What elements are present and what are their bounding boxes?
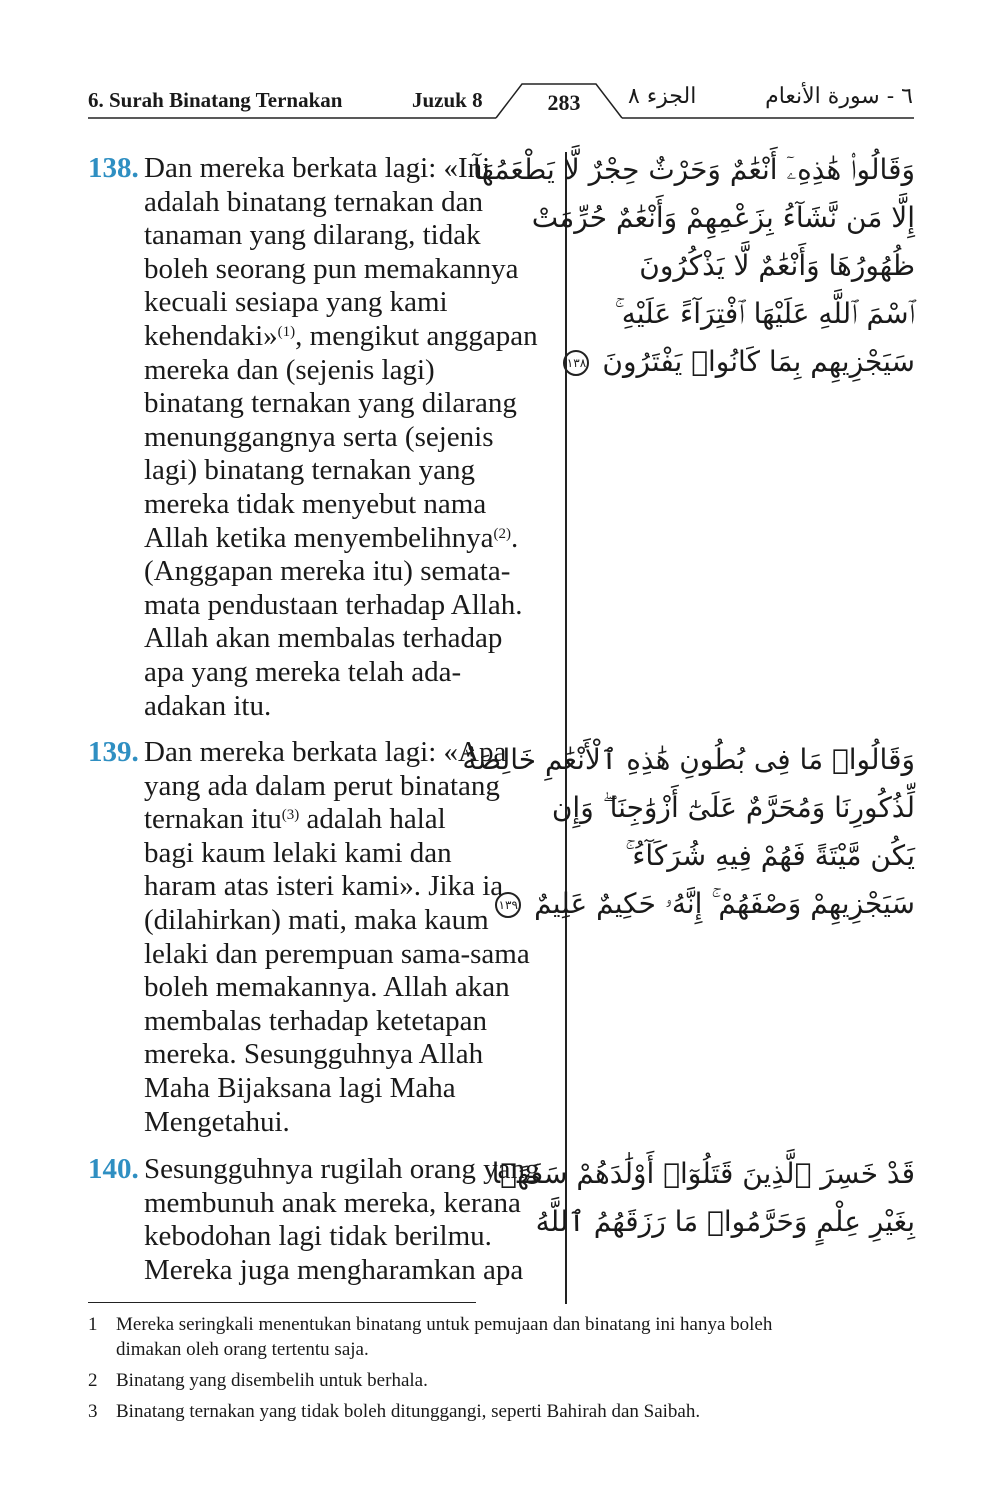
verse-line: Mereka juga mengharamkan apa [144, 1253, 524, 1286]
verse-line: ternakan itu$^{(3)}$ adalah halal [144, 803, 446, 836]
arabic-line: وَقَالُوا۟ هَٰذِهِۦٓ أَنْعَٰمٌ وَحَرْثٌ حِجْرٌ لَّا يَطْعَمُهَآ [472, 153, 915, 186]
arabic-line: ظُهُورُهَا وَأَنْعَٰمٌ لَّا يَذْكُرُونَ [639, 249, 915, 282]
verse-line: yang ada dalam perut binatang [144, 769, 500, 802]
footnote-2 [88, 1368, 918, 1393]
footnote-3 [88, 1399, 918, 1424]
footnote-line: Mereka seringkali menentukan binatang untuk pemujaan dan binatang ini hanya boleh [116, 1314, 773, 1335]
footnote-ref: (3) [281, 807, 300, 824]
footnote-ref: (1) [277, 323, 296, 340]
ayah-end-marker: ١٣٩ [495, 892, 521, 918]
verse-number: 140. [88, 1153, 139, 1185]
verse-number: 139. [88, 736, 139, 768]
verse-line: Dan mereka berkata lagi: «Apa [144, 736, 507, 768]
arabic-line: ٱسْمَ ٱللَّهِ عَلَيْهَا ٱفْتِرَآءً عَلَيْهِ ۚ [614, 297, 915, 330]
arabic-line: يَكُن مَّيْتَةً فَهُمْ فِيهِ شُرَكَآءُ ۚ [625, 839, 915, 872]
arabic-line: سَيَجْزِيهِم بِمَا كَانُوا۟ يَفْتَرُونَ ١٣٨ [585, 338, 915, 386]
arabic-ayah-139 [462, 736, 915, 928]
footnote-1 [88, 1312, 918, 1362]
footnote-number: 2 [88, 1370, 98, 1391]
footnote-rule [88, 1302, 476, 1303]
arabic-line: سَيَجْزِيهِمْ وَصْفَهُمْ ۚ إِنَّهُۥ حَكِيمٌ عَلِيمٌ ١٣٩ [585, 880, 915, 928]
verse-line: Allah ketika menyembelihnya$^{(2)}$. [144, 521, 519, 554]
arabic-line: إِلَّا مَن نَّشَآءُ بِزَعْمِهِمْ وَأَنْعَٰمٌ حُرِّمَتْ [531, 201, 915, 234]
footnote-line: dimakan oleh orang tertentu saja. [116, 1339, 369, 1360]
verse-line: lelaki dan perempuan sama-sama [144, 937, 530, 970]
arabic-line: وَقَالُوا۟ مَا فِى بُطُونِ هَٰذِهِ ٱلْأَنْعَٰمِ خَالِصَةٌ [462, 743, 915, 776]
footnote-number: 3 [88, 1401, 98, 1422]
verse-line: (Anggapan mereka itu) semata- [144, 555, 511, 588]
verse-line: kebodohan lagi tidak berilmu. [144, 1220, 492, 1253]
verse-line: kecuali sesiapa yang kami [144, 286, 448, 319]
verse-138 [88, 152, 558, 723]
footnote-number: 1 [88, 1314, 98, 1335]
verse-line: kehendaki»$^{(1)}$, mengikut anggapan [144, 319, 538, 352]
verse-line: (dilahirkan) mati, maka kaum [144, 903, 489, 936]
verse-line: binatang ternakan yang dilarang [144, 387, 517, 420]
arabic-line: بِغَيْرِ عِلْمٍ وَحَرَّمُوا۟ مَا رَزَقَهُمُ ٱللَّهُ [535, 1205, 915, 1238]
verse-line: membalas terhadap ketetapan [144, 1004, 488, 1037]
header-rule [0, 0, 1000, 140]
verse-line: menunggangnya serta (sejenis [144, 420, 494, 453]
page-header [0, 0, 1000, 140]
verse-line: mereka. Sesungguhnya Allah [144, 1038, 484, 1071]
surah-title: 6. Surah Binatang Ternakan [88, 88, 343, 112]
footnote-line: Binatang ternakan yang tidak boleh ditunggangi, seperti Bahirah dan Saibah. [116, 1401, 701, 1422]
arabic-ayah-138 [472, 146, 915, 386]
arabic-line: قَدْ خَسِرَ ٱلَّذِينَ قَتَلُوٓا۟ أَوْلَٰدَهُمْ سَفَهًۢا [491, 1157, 915, 1190]
verse-line: Mengetahui. [144, 1105, 290, 1138]
verse-line: boleh memakannya. Allah akan [144, 971, 510, 1004]
verse-line: mata pendustaan terhadap Allah. [144, 588, 523, 621]
verse-line: apa yang mereka telah ada- [144, 655, 462, 688]
verse-line: bagi kaum lelaki kami dan [144, 836, 452, 869]
arabic-juz-label: الجزء ٨ [628, 84, 697, 109]
verse-line: tanaman yang dilarang, tidak [144, 219, 481, 252]
verse-line: Dan mereka berkata lagi: «Ini [144, 152, 491, 184]
verse-text [144, 736, 558, 1139]
verse-line: adakan itu. [144, 689, 272, 722]
verse-line: boleh seorang pun memakannya [144, 252, 519, 285]
verse-text [144, 152, 558, 723]
footnote-ref: (2) [493, 525, 512, 542]
verse-line: Maha Bijaksana lagi Maha [144, 1071, 456, 1104]
verse-line: haram atas isteri kami». Jika ia [144, 870, 504, 903]
footnote-line: Binatang yang disembelih untuk berhala. [116, 1370, 428, 1391]
verse-139 [88, 736, 558, 1139]
verse-line: Allah akan membalas terhadap [144, 622, 503, 655]
juzuk-label: Juzuk 8 [412, 88, 483, 112]
arabic-line: لِّذُكُورِنَا وَمُحَرَّمٌ عَلَىٰٓ أَزْوَٰجِنَا ۖ وَإِن [551, 791, 915, 824]
page-number: 283 [547, 90, 581, 115]
arabic-ayah-140 [491, 1150, 915, 1246]
verse-number: 138. [88, 152, 139, 184]
verse-line: adalah binatang ternakan dan [144, 185, 483, 218]
verse-140 [88, 1153, 558, 1287]
arabic-surah-title: ٦ - سورة الأنعام [765, 84, 913, 109]
verse-line: mereka tidak menyebut nama [144, 487, 487, 520]
verse-line: Sesungguhnya rugilah orang yang [144, 1153, 540, 1185]
verse-line: membunuh anak mereka, kerana [144, 1186, 521, 1219]
verse-line: mereka dan (sejenis lagi) [144, 353, 435, 386]
ayah-end-marker: ١٣٨ [563, 350, 589, 376]
verse-line: lagi) binatang ternakan yang [144, 454, 475, 487]
column-divider [565, 152, 567, 1304]
footnotes [88, 1312, 918, 1430]
